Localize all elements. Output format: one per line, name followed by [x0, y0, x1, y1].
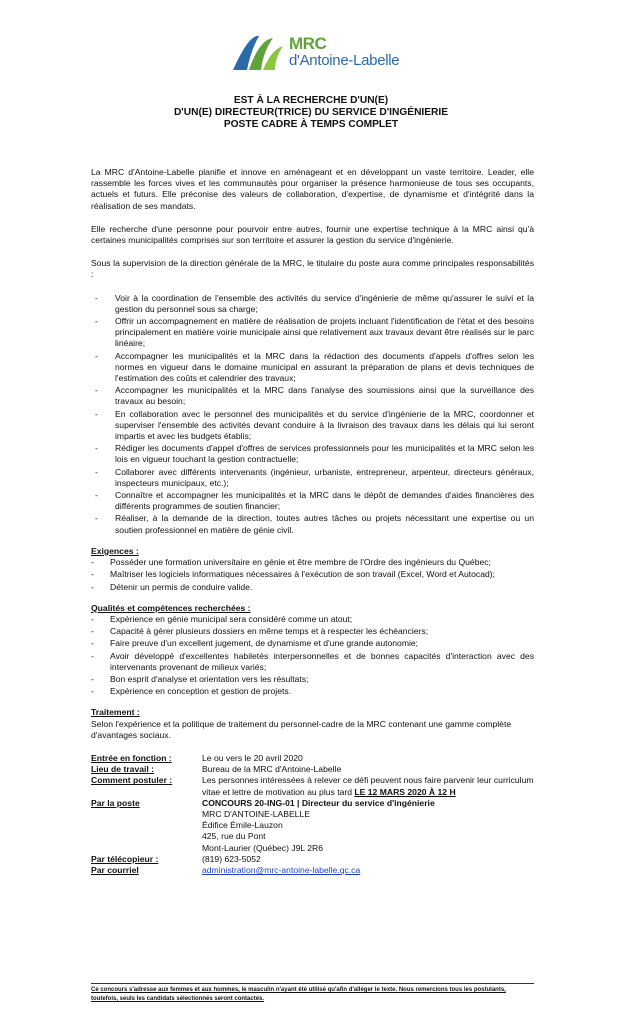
table-row	[91, 775, 534, 797]
list-item: - Expérience en génie municipal sera considéré comme un atout;	[91, 614, 534, 625]
application-info-table	[91, 753, 534, 876]
place-value: Bureau de la MRC d'Antoine-Labelle	[202, 764, 342, 775]
list-item: - Expérience en conception et gestion de projets.	[91, 686, 534, 697]
fax-label: Par télécopieur :	[91, 853, 159, 864]
salary-heading: Traitement :	[91, 707, 140, 718]
mail-contest: CONCOURS 20-ING-01 | Directeur du service d'ingénierie	[202, 797, 435, 808]
table-row	[91, 865, 534, 876]
list-item: - Bon esprit d'analyse et orientation vers les résultats;	[91, 674, 534, 685]
qualities-heading: Qualités et compétences recherchées :	[91, 602, 251, 613]
fax-value: (819) 623-5052	[202, 853, 261, 864]
table-row	[91, 798, 534, 854]
list-item: - Voir à la coordination de l'ensemble des activités du service d'ingénierie de même qu'assurer le suivi et la gestion du personnel sous sa charge;	[91, 293, 534, 315]
mail-line: Mont-Laurier (Québec) J9L 2R6	[202, 842, 324, 853]
list-item: - Rédiger les documents d'appel d'offres de services professionnels pour les municipalités et la MRC selon les lois en vigueur touchant la gestion contractuelle;	[91, 443, 534, 465]
title-line-1: EST À LA RECHERCHE D'UN(E)	[233, 95, 389, 106]
title-line-3: POSTE CADRE À TEMPS COMPLET	[223, 119, 399, 130]
table-row	[91, 764, 534, 775]
mail-line: 425, rue du Pont	[202, 831, 266, 842]
email-cell	[202, 865, 534, 876]
posting-body	[91, 167, 534, 876]
mrc-logo-mark-icon	[229, 30, 287, 78]
start-value: Le ou vers le 20 avril 2020	[202, 752, 303, 763]
list-item: - Accompagner les municipalités et la MRC dans l'analyse des soumissions ainsi que la surveillance des travaux au besoin;	[91, 385, 534, 407]
intro-paragraph: Sous la supervision de la direction générale de la MRC, le titulaire du poste aura comme principales responsabilités :	[91, 258, 534, 280]
intro-paragraph: Elle recherche d'une personne pour pourvoir entre autres, fournir une expertise technique à la MRC ainsi qu'à certaines municipalités comprises sur son territoire et assurer la gestion du service d'ingénierie.	[91, 223, 534, 246]
mrc-logo	[229, 30, 400, 78]
place-label: Lieu de travail :	[91, 764, 155, 775]
apply-text: Les personnes intéressées à relever ce défi peuvent nous faire parvenir leur curriculum vitae et lettre de motivation au plus tard	[202, 775, 534, 797]
title-line-2: D'UN(E) DIRECTEUR(TRICE) DU SERVICE D'INGÉNIERIE	[173, 107, 449, 118]
mail-line: Édifice Émile-Lauzon	[202, 820, 283, 831]
qualities-list	[91, 614, 534, 697]
list-item: - Capacité à gérer plusieurs dossiers en même temps et à respecter les échéanciers;	[91, 626, 534, 637]
list-item: - Offrir un accompagnement en matière de réalisation de projets incluant l'identification de l'état et des besoins principalement en matière voirie municipale ainsi que relativement aux travaux devant être réalisés sur le parc linéaire;	[91, 316, 534, 350]
mail-line: MRC D'ANTOINE-LABELLE	[202, 808, 310, 819]
apply-value	[202, 775, 534, 797]
email-label: Par courriel	[91, 864, 139, 875]
mail-address	[202, 798, 534, 854]
email-link[interactable]: administration@mrc-antoine-labelle.qc.ca	[202, 864, 361, 875]
table-row	[91, 854, 534, 865]
list-item: - Collaborer avec différents intervenants (ingénieur, urbaniste, entrepreneur, arpenteur, directeurs généraux, inspecteurs municipaux, etc.);	[91, 467, 534, 489]
list-item: - Maîtriser les logiciels informatiques nécessaires à l'exécution de son travail (Excel, Word et Autocad);	[91, 569, 534, 580]
apply-label: Comment postuler :	[91, 775, 173, 786]
requirements-heading: Exigences :	[91, 545, 139, 556]
table-row	[91, 753, 534, 764]
responsibilities-list	[91, 293, 534, 536]
salary-section	[91, 707, 534, 741]
list-item: - Accompagner les municipalités et la MRC dans la rédaction des documents d'appels d'offres selon les normes en vigueur dans le domaine municipal en assurant la préparation de plans et devis techniques de l'estimation des coûts et calendrier des travaux;	[91, 351, 534, 385]
logo-mrc-text: MRC	[289, 34, 327, 53]
list-item: - Réaliser, à la demande de la direction, toutes autres tâches ou projets nécessitant une expertise ou un soutien professionnel en matière de génie civil.	[91, 513, 534, 535]
start-label: Entrée en fonction :	[91, 752, 172, 763]
requirements-list	[91, 557, 534, 593]
footer-note: Ce concours s'adresse aux femmes et aux hommes, le masculin n'ayant été utilisé qu'afin d'alléger le texte. Nous remercions tous les postulants, toutefois, seuls les candidats sélectionnés seront contactés.	[91, 983, 534, 1003]
list-item: - En collaboration avec le personnel des municipalités et du service d'ingénierie de la MRC, coordonner et superviser l'ensemble des activités devant conduire à la livraison des travaux dans les délais qui lui seront impartis et avec les budgets établis;	[91, 409, 534, 443]
logo-name-text: d'Antoine-Labelle	[289, 52, 400, 69]
mail-label: Par la poste	[91, 797, 140, 808]
list-item: - Faire preuve d'un excellent jugement, de dynamisme et d'une grande autonomie;	[91, 638, 534, 649]
list-item: - Détenir un permis de conduire valide.	[91, 582, 534, 593]
list-item: - Connaître et accompagner les municipalités et la MRC dans le dépôt de demandes d'aides financières des différents programmes de soutien financier;	[91, 490, 534, 512]
salary-text: Selon l'expérience et la politique de traitement du personnel-cadre de la MRC contenant une gamme complète d'avantages sociaux.	[91, 718, 512, 740]
intro-paragraph: La MRC d'Antoine-Labelle planifie et innove en aménageant et en développant un vaste territoire. Leader, elle rassemble les forces vives et les communautés pour organiser la présence harmonieuse de tous ses occupants, actuels et futurs. Elle préconise des valeurs de collaboration, d'expertise, de dynamisme et d'intégrité dans la réalisation de ses mandats.	[91, 167, 534, 211]
list-item: - Avoir développé d'excellentes habiletés interpersonnelles et de bonnes capacités d'interaction avec des intervenants provenant de milieux variés;	[91, 651, 534, 673]
list-item: - Posséder une formation universitaire en génie et être membre de l'Ordre des ingénieurs du Québec;	[91, 557, 534, 568]
apply-deadline: LE 12 MARS 2020 À 12 H	[354, 786, 456, 797]
posting-title	[0, 95, 622, 131]
